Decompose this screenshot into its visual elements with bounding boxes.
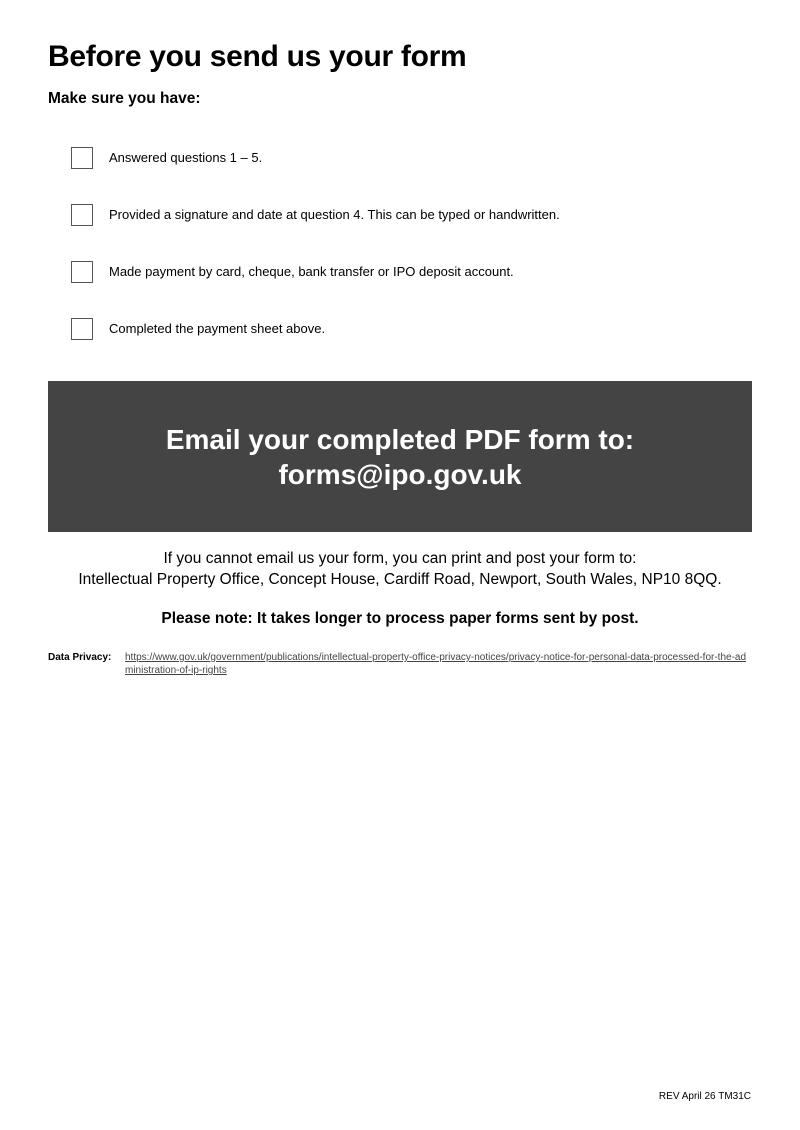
email-banner bbox=[48, 381, 752, 532]
data-privacy-link[interactable]: https://www.gov.uk/government/publications/intellectual-property-office-privacy-notices/privacy-notice-for-personal-data-processed-for-the-administration-of-ip-rights bbox=[125, 652, 747, 676]
checklist-item-questions bbox=[71, 145, 751, 170]
postal-instructions bbox=[40, 548, 760, 590]
checkbox-payment-sheet[interactable] bbox=[71, 318, 93, 340]
postal-address: Intellectual Property Office, Concept House, Cardiff Road, Newport, South Wales, NP10 8QQ. bbox=[78, 571, 722, 588]
postal-instructions-line: If you cannot email us your form, you can print and post your form to: bbox=[163, 550, 637, 567]
checklist-item-payment-sheet bbox=[71, 316, 751, 341]
checkbox-payment[interactable] bbox=[71, 261, 93, 283]
checklist-item-label: Made payment by card, cheque, bank transfer or IPO deposit account. bbox=[109, 264, 514, 279]
page-title: Before you send us your form bbox=[48, 40, 467, 73]
email-address-link[interactable]: forms@ipo.gov.uk bbox=[278, 458, 522, 490]
data-privacy bbox=[48, 651, 752, 677]
checklist-item-label: Provided a signature and date at question 4. This can be typed or handwritten. bbox=[109, 207, 560, 222]
data-privacy-label: Data Privacy: bbox=[48, 652, 112, 663]
email-banner-heading: Email your completed PDF form to: bbox=[165, 423, 635, 455]
checklist-item-label: Completed the payment sheet above. bbox=[109, 321, 326, 336]
checklist bbox=[71, 145, 751, 373]
checkbox-signature[interactable] bbox=[71, 204, 93, 226]
checklist-heading: Make sure you have: bbox=[48, 90, 201, 107]
checklist-item-payment bbox=[71, 259, 751, 284]
checklist-item-label: Answered questions 1 – 5. bbox=[109, 150, 263, 165]
revision-code: REV April 26 TM31C bbox=[658, 1091, 751, 1102]
checkbox-questions[interactable] bbox=[71, 147, 93, 169]
checklist-item-signature bbox=[71, 202, 751, 227]
processing-note: Please note: It takes longer to process paper forms sent by post. bbox=[161, 610, 639, 627]
